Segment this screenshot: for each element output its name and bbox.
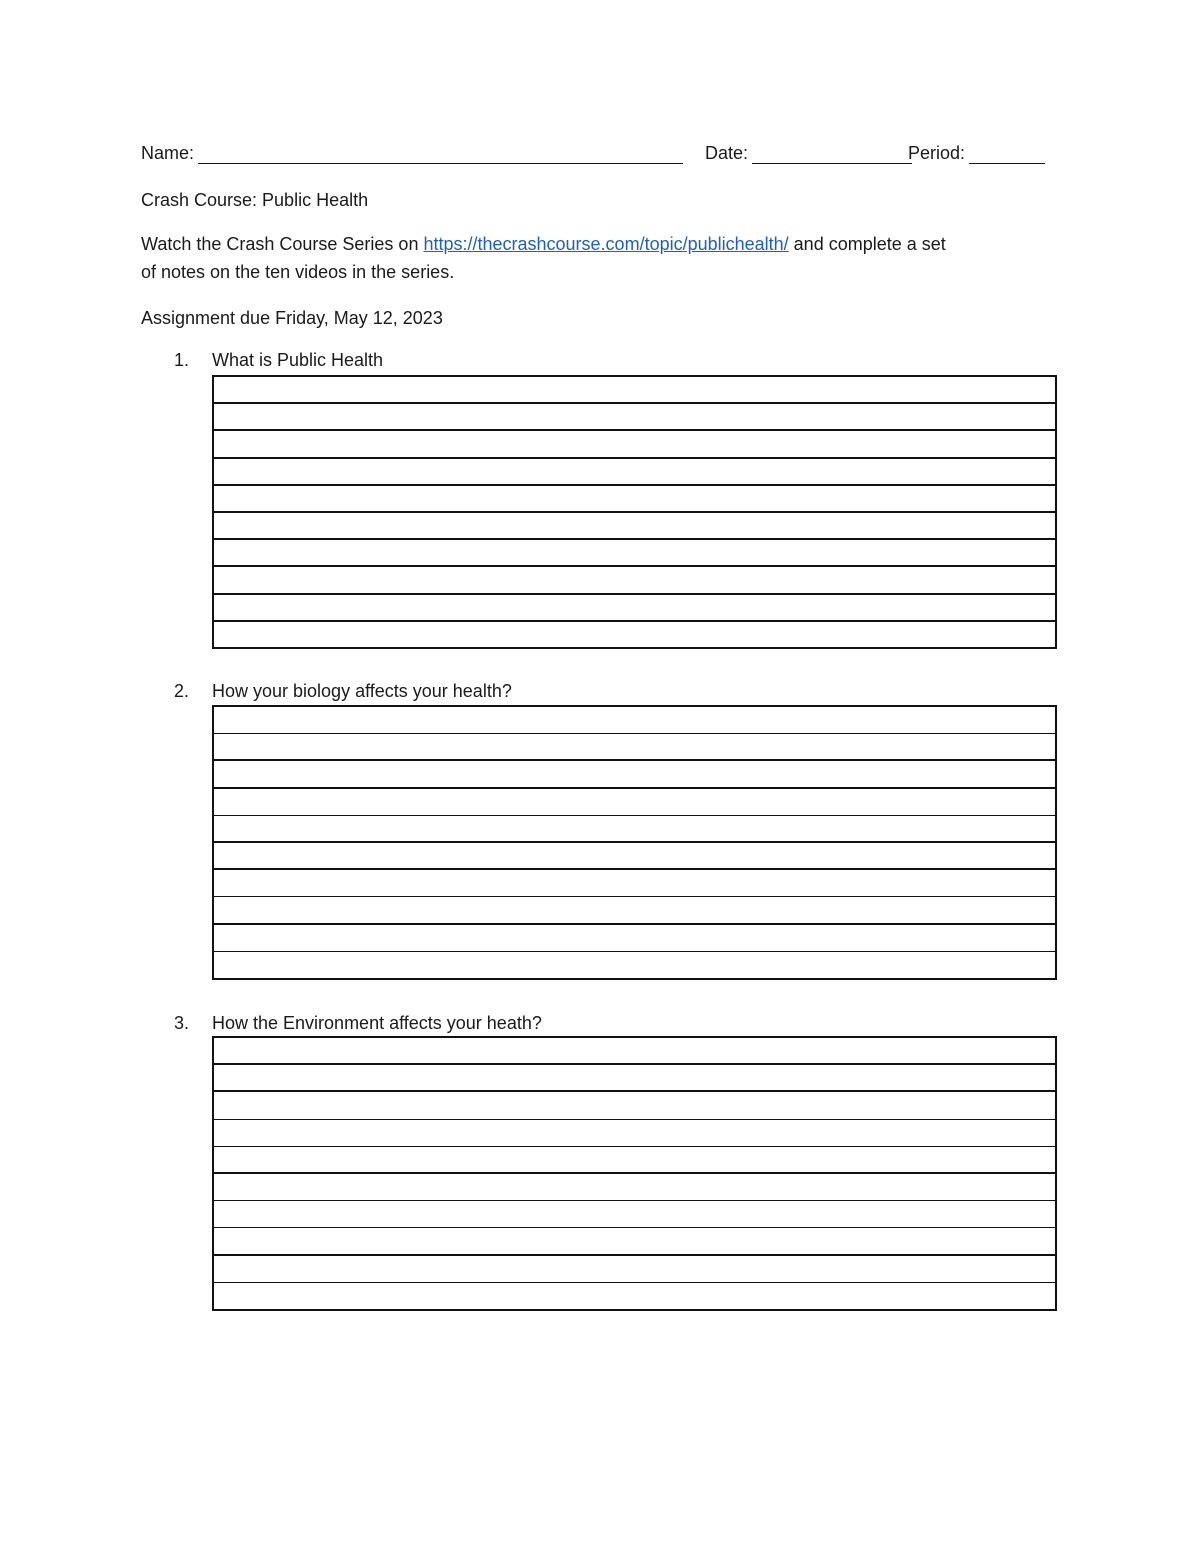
answer-line[interactable] — [214, 1174, 1055, 1201]
answer-line[interactable] — [214, 595, 1055, 622]
instructions-after-link: and complete a set — [788, 234, 946, 254]
answer-line[interactable] — [214, 897, 1055, 924]
question-3-answer-box[interactable] — [212, 1036, 1057, 1311]
answer-line[interactable] — [214, 734, 1055, 761]
date-blank-line[interactable] — [752, 143, 912, 164]
instructions-line-2: of notes on the ten videos in the series. — [141, 262, 455, 282]
name-blank-line[interactable] — [198, 143, 683, 164]
answer-line[interactable] — [214, 761, 1055, 788]
answer-line[interactable] — [214, 1147, 1055, 1174]
answer-line[interactable] — [214, 513, 1055, 540]
name-label: Name: — [141, 143, 195, 163]
question-3-number: 3. — [174, 1013, 190, 1033]
date-field[interactable] — [705, 143, 912, 164]
question-1-heading — [174, 347, 383, 373]
date-label: Date: — [705, 143, 749, 163]
answer-line[interactable] — [214, 1283, 1055, 1310]
question-1-answer-box[interactable] — [212, 375, 1057, 649]
answer-line[interactable] — [214, 1092, 1055, 1119]
answer-line[interactable] — [214, 404, 1055, 431]
name-field[interactable] — [141, 143, 683, 164]
header-fields — [141, 143, 1056, 169]
worksheet-title: Crash Course: Public Health — [141, 190, 369, 210]
answer-line[interactable] — [214, 459, 1055, 486]
answer-line[interactable] — [214, 377, 1055, 404]
answer-line[interactable] — [214, 870, 1055, 897]
answer-line[interactable] — [214, 816, 1055, 843]
period-blank-line[interactable] — [969, 143, 1045, 164]
question-2-number: 2. — [174, 681, 190, 701]
answer-line[interactable] — [214, 1201, 1055, 1228]
answer-line[interactable] — [214, 567, 1055, 594]
question-3-text: How the Environment affects your heath? — [212, 1013, 542, 1033]
instructions-line-1 — [141, 230, 946, 258]
period-field[interactable] — [908, 143, 1045, 164]
answer-line[interactable] — [214, 1038, 1055, 1065]
answer-line[interactable] — [214, 431, 1055, 458]
answer-line[interactable] — [214, 1120, 1055, 1147]
question-2-answer-box[interactable] — [212, 705, 1057, 980]
answer-line[interactable] — [214, 789, 1055, 816]
answer-line[interactable] — [214, 707, 1055, 734]
instructions-before-link: Watch the Crash Course Series on — [141, 234, 424, 254]
question-2-heading — [174, 678, 512, 704]
due-date: Assignment due Friday, May 12, 2023 — [141, 308, 443, 328]
answer-line[interactable] — [214, 925, 1055, 952]
question-2-text: How your biology affects your health? — [212, 681, 512, 701]
period-label: Period: — [908, 143, 966, 163]
question-1-text: What is Public Health — [212, 350, 384, 370]
answer-line[interactable] — [214, 843, 1055, 870]
question-1-number: 1. — [174, 350, 190, 370]
answer-line[interactable] — [214, 540, 1055, 567]
series-link[interactable]: https://thecrashcourse.com/topic/publichealth/ — [423, 234, 789, 254]
answer-line[interactable] — [214, 1228, 1055, 1255]
answer-line[interactable] — [214, 1065, 1055, 1092]
answer-line[interactable] — [214, 486, 1055, 513]
answer-line[interactable] — [214, 952, 1055, 979]
question-3-heading — [174, 1010, 542, 1036]
answer-line[interactable] — [214, 622, 1055, 649]
answer-line[interactable] — [214, 1256, 1055, 1283]
